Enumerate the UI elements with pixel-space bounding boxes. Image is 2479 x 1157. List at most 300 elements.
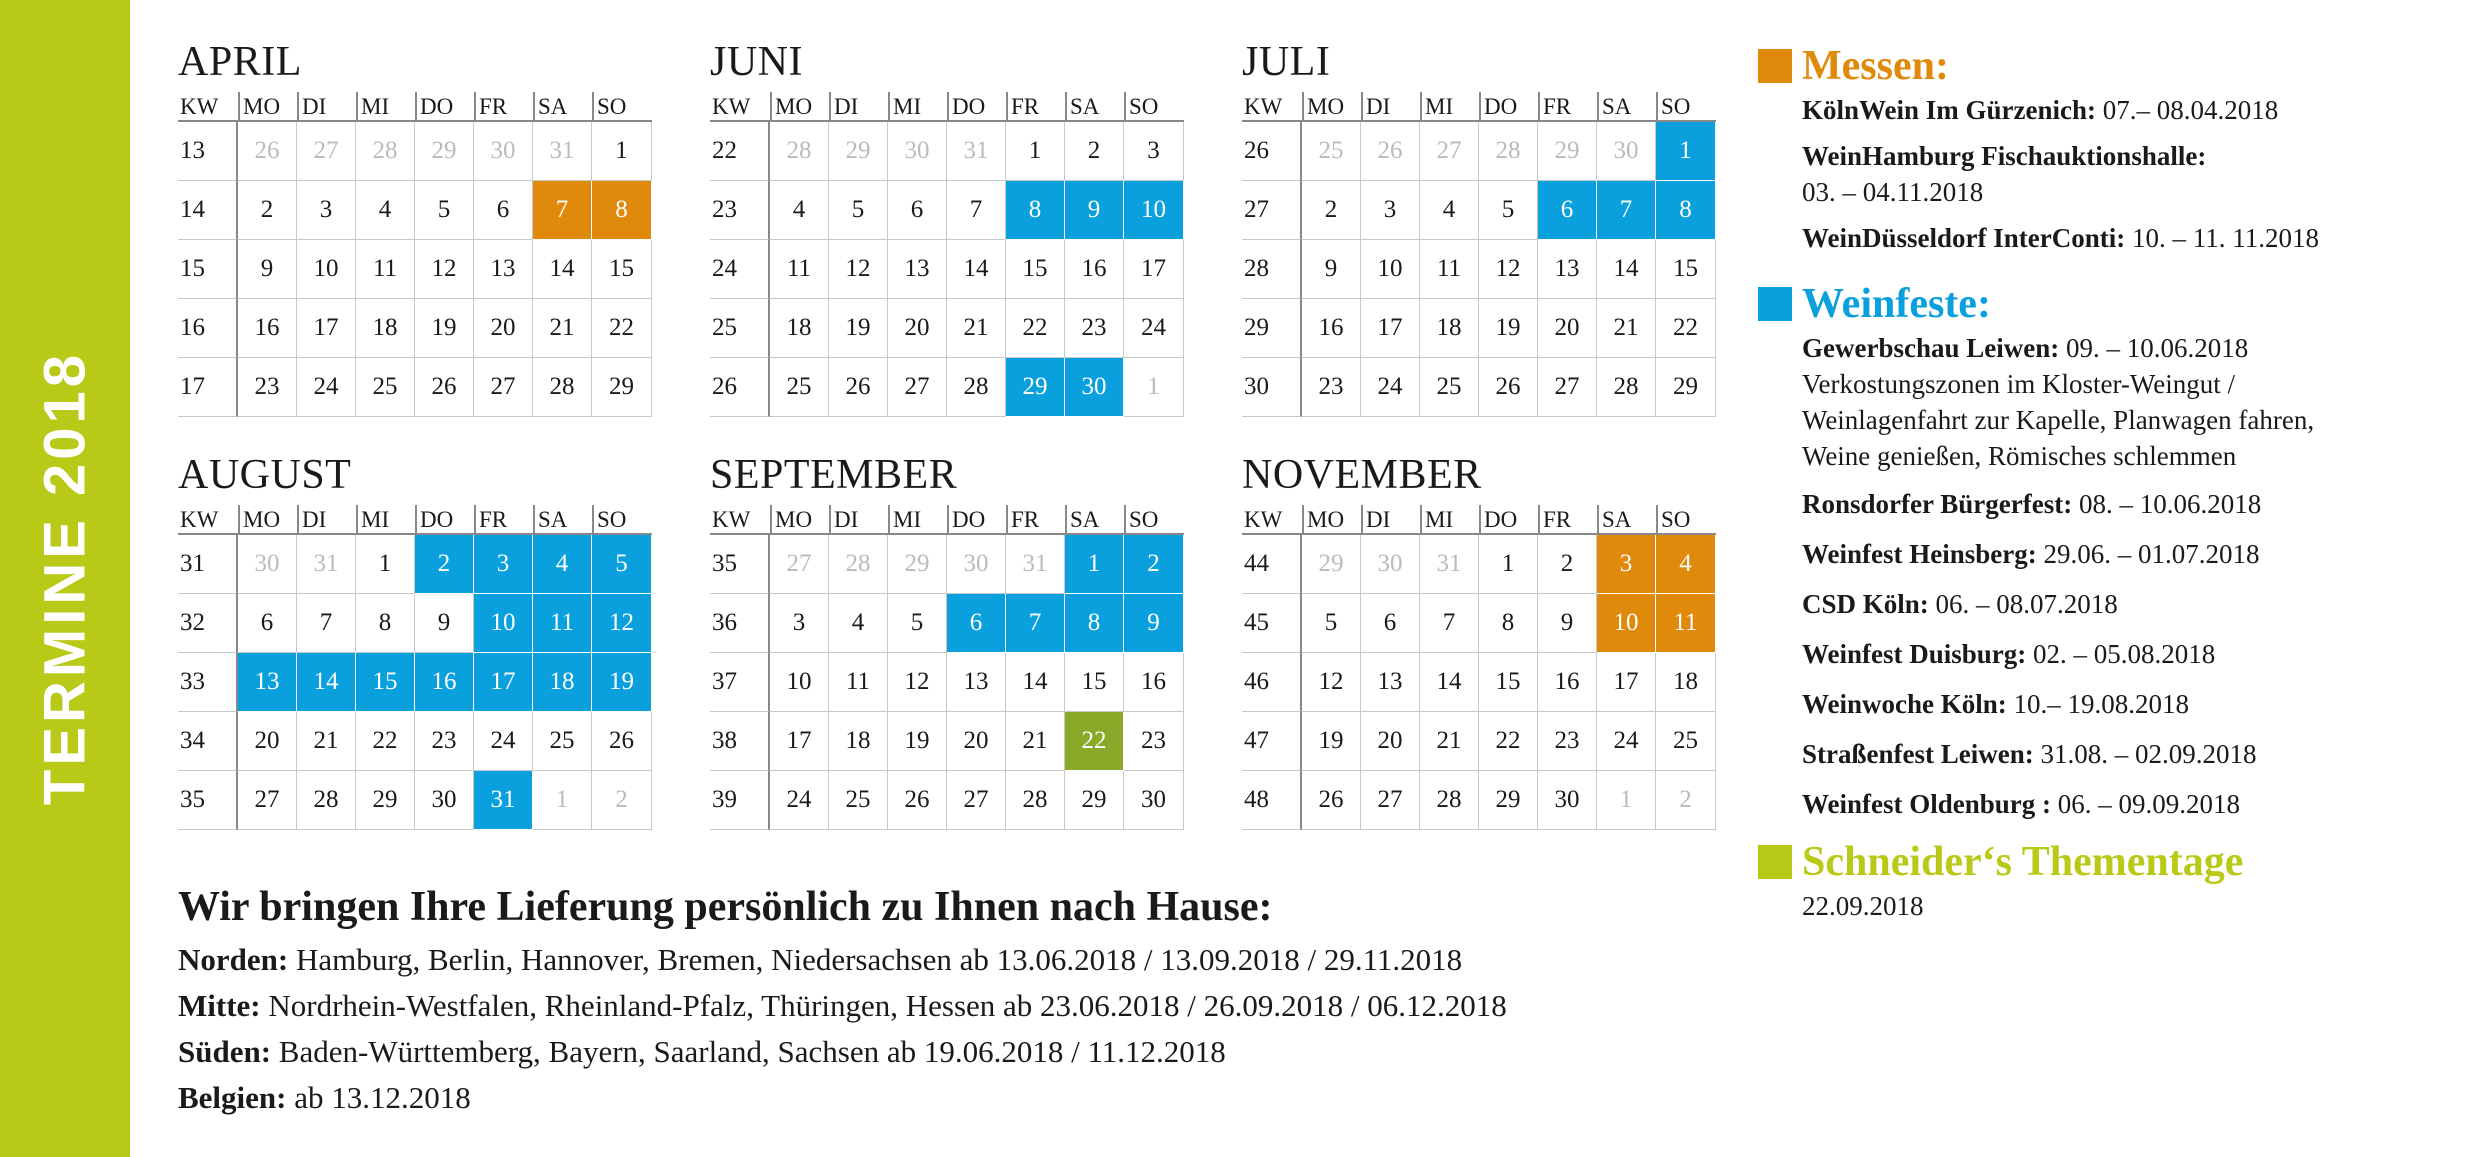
weekday-header: MI: [1420, 92, 1479, 122]
weekday-header: DO: [947, 92, 1006, 122]
day-cell: 25: [533, 712, 592, 771]
delivery-text: Baden-Württemberg, Bayern, Saarland, Sachsen ab 19.06.2018 / 11.12.2018: [271, 1034, 1226, 1069]
day-cell: 26: [238, 122, 297, 181]
day-cell: 22: [1006, 299, 1065, 358]
weekday-header: MI: [888, 92, 947, 122]
delivery-section: [178, 883, 1738, 1121]
week-number: 30: [1242, 358, 1302, 417]
day-cell: 6: [474, 181, 533, 240]
day-cell: 30: [1361, 535, 1420, 594]
week-number: 16: [178, 299, 238, 358]
weekday-header: KW: [178, 92, 238, 122]
event-date: Weinlagenfahrt zur Kapelle, Planwagen fahren,: [1802, 405, 2315, 435]
event-item: [1758, 736, 2458, 772]
day-cell: 18: [770, 299, 829, 358]
week-number: 35: [710, 535, 770, 594]
day-cell: 1: [1124, 358, 1184, 417]
day-cell: 11: [533, 594, 592, 653]
day-cell: 6: [1361, 594, 1420, 653]
week-number: 47: [1242, 712, 1302, 771]
day-cell: 13: [1361, 653, 1420, 712]
day-cell: 29: [1538, 122, 1597, 181]
day-cell: 26: [415, 358, 474, 417]
weekday-header: SO: [1656, 505, 1716, 535]
sidebar-band: [0, 0, 130, 1157]
weekday-header: SA: [1597, 505, 1656, 535]
weekday-header: KW: [178, 505, 238, 535]
delivery-line: [178, 1029, 1738, 1075]
event-name: WeinHamburg Fischauktionshalle:: [1802, 141, 2207, 171]
day-cell: 5: [415, 181, 474, 240]
day-cell: 21: [1597, 299, 1656, 358]
day-cell: 18: [533, 653, 592, 712]
day-cell: 7: [947, 181, 1006, 240]
event-item: [1758, 786, 2458, 822]
section-title: Messen:: [1802, 43, 1949, 89]
weekday-header: SO: [592, 92, 652, 122]
event-name: WeinDüsseldorf InterConti:: [1802, 223, 2126, 253]
event-item: [1758, 138, 2458, 210]
event-name: KölnWein Im Gürzenich:: [1802, 95, 2097, 125]
day-cell: 6: [947, 594, 1006, 653]
weekday-header: MI: [356, 505, 415, 535]
week-number: 45: [1242, 594, 1302, 653]
calendar-grid: [178, 505, 652, 830]
day-cell: 23: [1065, 299, 1124, 358]
event-line: [1802, 366, 2458, 402]
day-cell: 8: [592, 181, 652, 240]
weekday-header: FR: [474, 92, 533, 122]
event-item: [1758, 686, 2458, 722]
day-cell: 10: [297, 240, 356, 299]
day-cell: 17: [1361, 299, 1420, 358]
event-line: [1802, 888, 2458, 924]
weekday-header: KW: [1242, 505, 1302, 535]
day-cell: 19: [592, 653, 652, 712]
day-cell: 2: [415, 535, 474, 594]
day-cell: 3: [770, 594, 829, 653]
day-cell: 13: [947, 653, 1006, 712]
day-cell: 16: [238, 299, 297, 358]
day-cell: 3: [297, 181, 356, 240]
month-title: NOVEMBER: [1242, 452, 1482, 498]
delivery-region: Süden:: [178, 1034, 272, 1069]
week-number: 25: [710, 299, 770, 358]
day-cell: 31: [947, 122, 1006, 181]
week-number: 26: [710, 358, 770, 417]
month-title: AUGUST: [178, 452, 352, 498]
day-cell: 8: [1006, 181, 1065, 240]
day-cell: 9: [1538, 594, 1597, 653]
month-title: JUNI: [710, 39, 803, 85]
day-cell: 26: [592, 712, 652, 771]
day-cell: 24: [1361, 358, 1420, 417]
day-cell: 26: [1479, 358, 1538, 417]
sidebar-title: TERMINE 2018: [32, 350, 98, 806]
day-cell: 22: [1479, 712, 1538, 771]
day-cell: 15: [1065, 653, 1124, 712]
week-number: 35: [178, 771, 238, 830]
week-number: 48: [1242, 771, 1302, 830]
day-cell: 12: [415, 240, 474, 299]
day-cell: 19: [829, 299, 888, 358]
day-cell: 19: [415, 299, 474, 358]
event-name: CSD Köln:: [1802, 589, 1929, 619]
event-date: 02. – 05.08.2018: [2026, 639, 2216, 669]
day-cell: 11: [770, 240, 829, 299]
weekday-header: KW: [710, 92, 770, 122]
day-cell: 20: [238, 712, 297, 771]
day-cell: 27: [1420, 122, 1479, 181]
event-name: Straßenfest Leiwen:: [1802, 739, 2034, 769]
day-cell: 11: [356, 240, 415, 299]
event-line: [1802, 330, 2458, 366]
week-number: 23: [710, 181, 770, 240]
day-cell: 27: [1361, 771, 1420, 830]
day-cell: 31: [474, 771, 533, 830]
day-cell: 30: [238, 535, 297, 594]
weekday-header: DI: [829, 505, 888, 535]
day-cell: 2: [1656, 771, 1716, 830]
day-cell: 29: [1479, 771, 1538, 830]
month-calendar-april: [178, 40, 652, 417]
event-date: 10. – 11. 11.2018: [2125, 223, 2319, 253]
day-cell: 1: [1597, 771, 1656, 830]
day-cell: 9: [1302, 240, 1361, 299]
day-cell: 29: [888, 535, 947, 594]
day-cell: 21: [1006, 712, 1065, 771]
section-title: Weinfeste:: [1802, 281, 1991, 327]
weekday-header: MO: [238, 92, 297, 122]
day-cell: 18: [1656, 653, 1716, 712]
day-cell: 30: [1597, 122, 1656, 181]
day-cell: 9: [1065, 181, 1124, 240]
delivery-region: Norden:: [178, 942, 289, 977]
weekday-header: SA: [1597, 92, 1656, 122]
day-cell: 29: [1302, 535, 1361, 594]
event-section: [1758, 40, 2458, 256]
day-cell: 4: [829, 594, 888, 653]
day-cell: 15: [1006, 240, 1065, 299]
event-line: [1802, 636, 2458, 672]
day-cell: 31: [533, 122, 592, 181]
delivery-region: Belgien:: [178, 1080, 287, 1115]
month-calendar-juni: [710, 40, 1184, 417]
day-cell: 1: [1065, 535, 1124, 594]
week-number: 22: [710, 122, 770, 181]
day-cell: 28: [533, 358, 592, 417]
delivery-line: [178, 983, 1738, 1029]
delivery-text: ab 13.12.2018: [286, 1080, 471, 1115]
day-cell: 10: [1597, 594, 1656, 653]
weekday-header: MO: [1302, 92, 1361, 122]
day-cell: 6: [238, 594, 297, 653]
day-cell: 27: [1538, 358, 1597, 417]
weekday-header: KW: [1242, 92, 1302, 122]
event-date: 09. – 10.06.2018: [2059, 333, 2249, 363]
event-date: 22.09.2018: [1802, 891, 1924, 921]
week-number: 36: [710, 594, 770, 653]
day-cell: 10: [1124, 181, 1184, 240]
day-cell: 15: [592, 240, 652, 299]
week-number: 38: [710, 712, 770, 771]
day-cell: 11: [1420, 240, 1479, 299]
events-panel: [1758, 40, 2458, 924]
week-number: 44: [1242, 535, 1302, 594]
day-cell: 4: [1420, 181, 1479, 240]
day-cell: 17: [474, 653, 533, 712]
calendar-grid: [710, 92, 1184, 417]
day-cell: 5: [888, 594, 947, 653]
day-cell: 26: [1361, 122, 1420, 181]
event-name: Weinfest Heinsberg:: [1802, 539, 2037, 569]
day-cell: 7: [297, 594, 356, 653]
delivery-region: Mitte:: [178, 988, 261, 1023]
day-cell: 30: [888, 122, 947, 181]
day-cell: 7: [533, 181, 592, 240]
section-square-icon: [1758, 287, 1792, 321]
event-line: [1802, 174, 2458, 210]
day-cell: 31: [1420, 535, 1479, 594]
day-cell: 4: [533, 535, 592, 594]
day-cell: 12: [1479, 240, 1538, 299]
day-cell: 23: [1538, 712, 1597, 771]
day-cell: 10: [770, 653, 829, 712]
day-cell: 10: [474, 594, 533, 653]
event-line: [1802, 220, 2458, 256]
day-cell: 31: [1006, 535, 1065, 594]
day-cell: 29: [829, 122, 888, 181]
day-cell: 12: [592, 594, 652, 653]
day-cell: 25: [829, 771, 888, 830]
section-heading: [1758, 40, 2458, 92]
day-cell: 3: [474, 535, 533, 594]
day-cell: 9: [238, 240, 297, 299]
day-cell: 16: [1065, 240, 1124, 299]
day-cell: 12: [1302, 653, 1361, 712]
day-cell: 28: [1006, 771, 1065, 830]
day-cell: 2: [1538, 535, 1597, 594]
day-cell: 28: [947, 358, 1006, 417]
weekday-header: SO: [1124, 92, 1184, 122]
day-cell: 2: [1065, 122, 1124, 181]
calendar-grid: [1242, 92, 1716, 417]
day-cell: 11: [829, 653, 888, 712]
day-cell: 22: [1656, 299, 1716, 358]
weekday-header: DI: [829, 92, 888, 122]
day-cell: 30: [1124, 771, 1184, 830]
day-cell: 27: [297, 122, 356, 181]
day-cell: 16: [1538, 653, 1597, 712]
weekday-header: KW: [710, 505, 770, 535]
day-cell: 21: [1420, 712, 1479, 771]
day-cell: 24: [770, 771, 829, 830]
event-item: [1758, 486, 2458, 522]
day-cell: 23: [238, 358, 297, 417]
event-item: [1758, 220, 2458, 256]
weekday-header: DO: [1479, 92, 1538, 122]
week-number: 24: [710, 240, 770, 299]
weekday-header: MI: [888, 505, 947, 535]
day-cell: 9: [1124, 594, 1184, 653]
day-cell: 13: [888, 240, 947, 299]
day-cell: 16: [415, 653, 474, 712]
day-cell: 17: [297, 299, 356, 358]
day-cell: 28: [356, 122, 415, 181]
day-cell: 27: [474, 358, 533, 417]
week-number: 15: [178, 240, 238, 299]
week-number: 26: [1242, 122, 1302, 181]
day-cell: 5: [592, 535, 652, 594]
day-cell: 22: [592, 299, 652, 358]
day-cell: 20: [1361, 712, 1420, 771]
event-date: 10.– 19.08.2018: [2006, 689, 2190, 719]
day-cell: 3: [1361, 181, 1420, 240]
event-line: [1802, 138, 2458, 174]
day-cell: 4: [1656, 535, 1716, 594]
day-cell: 20: [947, 712, 1006, 771]
day-cell: 16: [1302, 299, 1361, 358]
section-heading: [1758, 278, 2458, 330]
day-cell: 14: [533, 240, 592, 299]
month-calendar-november: [1242, 453, 1716, 830]
weekday-header: FR: [1006, 505, 1065, 535]
event-date: 07.– 08.04.2018: [2096, 95, 2279, 125]
day-cell: 30: [947, 535, 1006, 594]
weekday-header: MO: [238, 505, 297, 535]
weekday-header: FR: [1538, 92, 1597, 122]
week-number: 31: [178, 535, 238, 594]
weekday-header: SA: [533, 92, 592, 122]
day-cell: 27: [947, 771, 1006, 830]
delivery-text: Hamburg, Berlin, Hannover, Bremen, Niedersachsen ab 13.06.2018 / 13.09.2018 / 29.11.2018: [288, 942, 1463, 977]
day-cell: 19: [1302, 712, 1361, 771]
day-cell: 22: [356, 712, 415, 771]
day-cell: 27: [238, 771, 297, 830]
day-cell: 4: [770, 181, 829, 240]
day-cell: 26: [829, 358, 888, 417]
day-cell: 18: [829, 712, 888, 771]
day-cell: 24: [474, 712, 533, 771]
day-cell: 23: [1124, 712, 1184, 771]
day-cell: 8: [1479, 594, 1538, 653]
day-cell: 17: [770, 712, 829, 771]
weekday-header: DO: [947, 505, 1006, 535]
delivery-lines: [178, 937, 1738, 1121]
weekday-header: DI: [1361, 505, 1420, 535]
day-cell: 2: [592, 771, 652, 830]
weekday-header: SO: [592, 505, 652, 535]
day-cell: 3: [1597, 535, 1656, 594]
week-number: 46: [1242, 653, 1302, 712]
day-cell: 21: [297, 712, 356, 771]
day-cell: 30: [474, 122, 533, 181]
week-number: 34: [178, 712, 238, 771]
day-cell: 7: [1597, 181, 1656, 240]
day-cell: 5: [829, 181, 888, 240]
delivery-line: [178, 1075, 1738, 1121]
event-item: [1758, 92, 2458, 128]
day-cell: 24: [1124, 299, 1184, 358]
day-cell: 30: [1538, 771, 1597, 830]
event-line: [1802, 736, 2458, 772]
weekday-header: DI: [1361, 92, 1420, 122]
day-cell: 14: [1597, 240, 1656, 299]
event-section: [1758, 278, 2458, 822]
day-cell: 31: [297, 535, 356, 594]
weekday-header: MO: [1302, 505, 1361, 535]
day-cell: 8: [356, 594, 415, 653]
weekday-header: MI: [356, 92, 415, 122]
day-cell: 2: [238, 181, 297, 240]
event-line: [1802, 92, 2458, 128]
weekday-header: SA: [533, 505, 592, 535]
event-line: [1802, 586, 2458, 622]
event-item: [1758, 888, 2458, 924]
weekday-header: FR: [1538, 505, 1597, 535]
day-cell: 28: [829, 535, 888, 594]
event-line: [1802, 438, 2458, 474]
day-cell: 7: [1006, 594, 1065, 653]
week-number: 27: [1242, 181, 1302, 240]
day-cell: 5: [1479, 181, 1538, 240]
weekday-header: MO: [770, 92, 829, 122]
day-cell: 14: [1006, 653, 1065, 712]
day-cell: 3: [1124, 122, 1184, 181]
day-cell: 10: [1361, 240, 1420, 299]
event-line: [1802, 402, 2458, 438]
week-number: 32: [178, 594, 238, 653]
event-date: Verkostungszonen im Kloster-Weingut /: [1802, 369, 2235, 399]
day-cell: 13: [238, 653, 297, 712]
week-number: 14: [178, 181, 238, 240]
day-cell: 14: [1420, 653, 1479, 712]
day-cell: 9: [415, 594, 474, 653]
day-cell: 1: [1656, 122, 1716, 181]
day-cell: 26: [888, 771, 947, 830]
section-square-icon: [1758, 49, 1792, 83]
day-cell: 29: [592, 358, 652, 417]
day-cell: 29: [356, 771, 415, 830]
day-cell: 13: [474, 240, 533, 299]
month-calendar-august: [178, 453, 652, 830]
week-number: 17: [178, 358, 238, 417]
day-cell: 12: [888, 653, 947, 712]
day-cell: 21: [533, 299, 592, 358]
day-cell: 29: [415, 122, 474, 181]
day-cell: 2: [1302, 181, 1361, 240]
calendar-grid: [1242, 505, 1716, 830]
week-number: 37: [710, 653, 770, 712]
event-item: [1758, 586, 2458, 622]
day-cell: 6: [888, 181, 947, 240]
day-cell: 28: [1420, 771, 1479, 830]
weekday-header: DO: [1479, 505, 1538, 535]
event-name: Ronsdorfer Bürgerfest:: [1802, 489, 2073, 519]
day-cell: 4: [356, 181, 415, 240]
month-calendar-juli: [1242, 40, 1716, 417]
day-cell: 29: [1065, 771, 1124, 830]
day-cell: 23: [1302, 358, 1361, 417]
event-section: [1758, 836, 2458, 924]
section-heading: [1758, 836, 2458, 888]
day-cell: 23: [415, 712, 474, 771]
month-title: APRIL: [178, 39, 302, 85]
calendar-grid: [710, 505, 1184, 830]
event-date: 08. – 10.06.2018: [2072, 489, 2262, 519]
weekday-header: DI: [297, 505, 356, 535]
month-title: JULI: [1242, 39, 1331, 85]
